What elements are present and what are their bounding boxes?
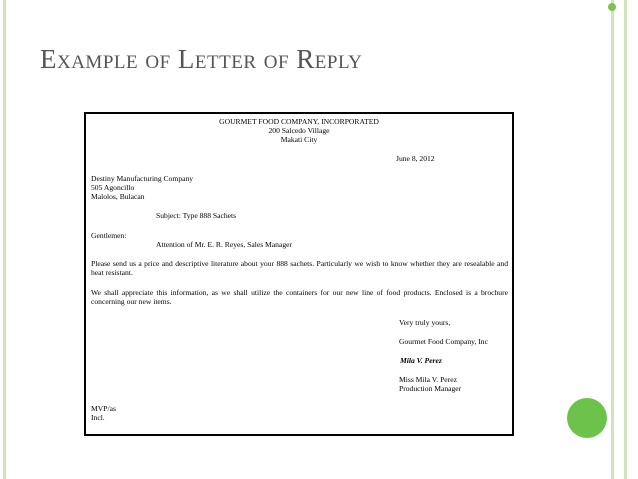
green-circle-decoration	[567, 398, 607, 438]
letterhead-address-line1: 200 Salcedo Village	[268, 126, 330, 135]
slide-title: Example of Letter of Reply	[40, 44, 363, 74]
letter-document	[84, 112, 514, 436]
inside-address-line1: Destiny Manufacturing Company	[91, 174, 194, 183]
letterhead-address-line2: Makati City	[280, 135, 318, 144]
body-paragraph-2: We shall appreciate this information, as we shall utilize the containers for our new line of food products. Enclosed is a brochure concerning our new items.	[91, 288, 508, 306]
complimentary-close: Very truly yours,	[399, 318, 451, 327]
right-decorative-rule-outer	[624, 0, 627, 479]
letter-date: June 8, 2012	[396, 154, 435, 163]
body-paragraph-1: Please send us a price and descriptive literature about your 888 sachets. Particularly we wish to know whether they are resealable and heat resistant.	[91, 259, 508, 277]
top-accent-dot	[608, 3, 616, 11]
enclosure-notation: Incl.	[91, 413, 105, 422]
right-decorative-rule	[611, 0, 614, 479]
closing-company: Gourmet Food Company, Inc	[399, 337, 488, 346]
signer-title: Production Manager	[399, 384, 462, 393]
letter-subject: Subject: Type 888 Sachets	[156, 211, 237, 220]
letterhead-company: GOURMET FOOD COMPANY, INCORPORATED	[219, 117, 379, 126]
reference-initials: MVP/as	[91, 404, 116, 413]
letter-salutation: Gentlemen:	[91, 231, 127, 240]
signature: Mila V. Perez	[400, 356, 442, 365]
attention-line: Attention of Mr. E. R. Reyes, Sales Manager	[156, 240, 293, 249]
inside-address-line3: Malolos, Bulacan	[91, 192, 145, 201]
signer-name: Miss Mila V. Perez	[399, 375, 457, 384]
left-decorative-rule	[3, 0, 6, 479]
inside-address-line2: 505 Agoncillo	[91, 183, 135, 192]
